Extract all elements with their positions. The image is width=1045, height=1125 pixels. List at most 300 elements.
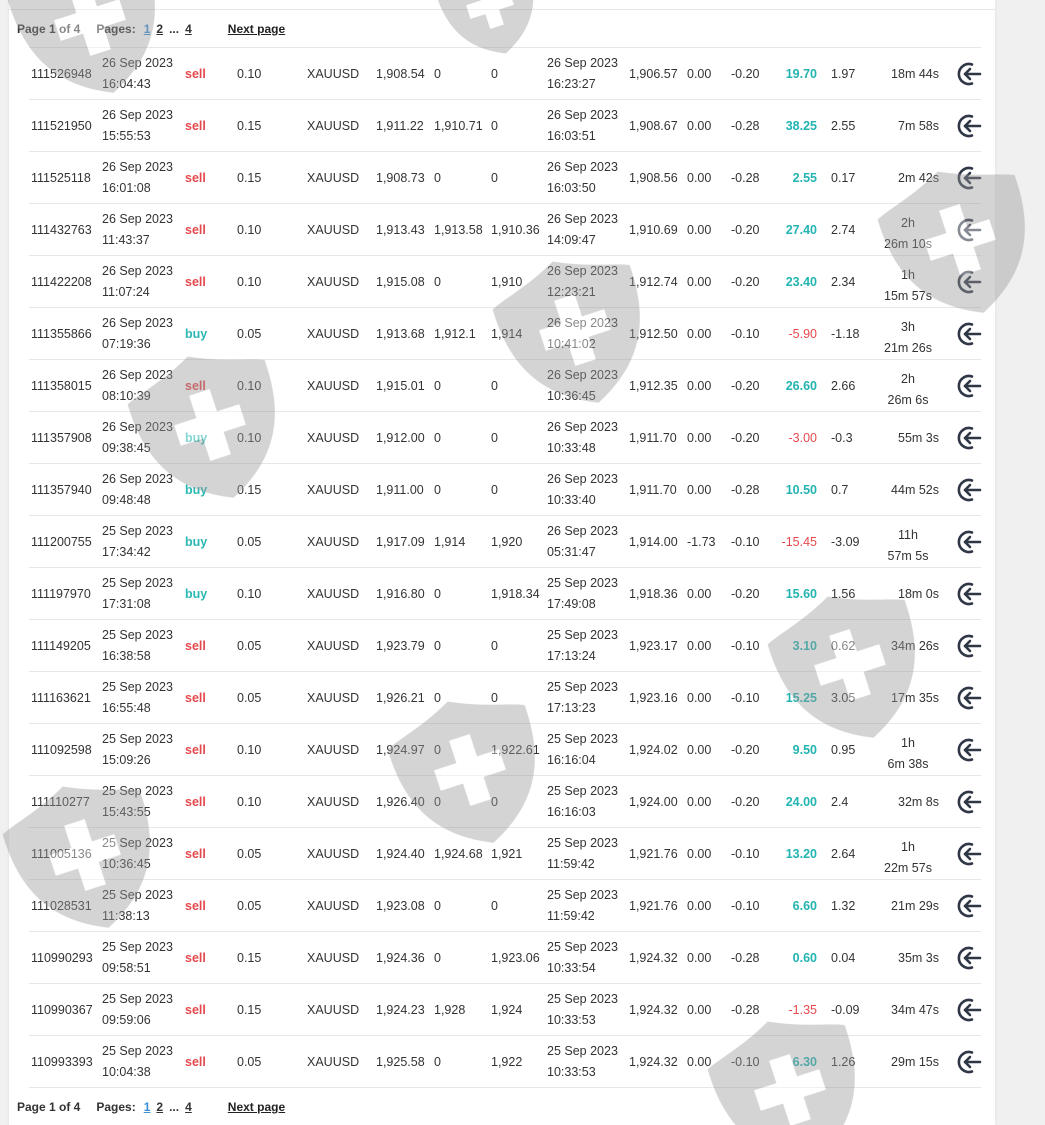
volume-cell [237, 412, 261, 463]
close-price: 1,910.69 [629, 222, 678, 237]
close-position-icon [955, 424, 983, 452]
commission: -0.28 [731, 118, 760, 133]
swap: 0.00 [687, 482, 712, 497]
stop-loss-cell [434, 412, 441, 463]
open-date: 26 Sep 2023 [102, 263, 173, 278]
close-position-button[interactable] [953, 100, 985, 151]
open-date: 25 Sep 2023 [102, 783, 173, 798]
table-row [29, 412, 981, 464]
close-position-icon [955, 892, 983, 920]
stop-loss: 0 [434, 274, 441, 289]
take-profit-cell [491, 412, 498, 463]
page-indicator: Page 1 of 4 [17, 22, 81, 36]
ticket-number: 111197970 [31, 586, 91, 601]
close-position-button[interactable] [953, 828, 985, 879]
swap-cell [687, 828, 711, 879]
close-position-button[interactable] [953, 256, 985, 307]
close-position-button[interactable] [953, 984, 985, 1035]
symbol-cell [307, 308, 359, 359]
duration-value: 7m 58s [898, 118, 939, 133]
ticket-number: 111200755 [31, 534, 92, 549]
close-price: 1,906.57 [629, 66, 678, 81]
stop-loss-cell [434, 464, 441, 515]
take-profit: 1,921 [491, 846, 523, 861]
close-price-cell [629, 464, 677, 515]
open-price: 1,924.23 [376, 1002, 425, 1017]
open-date: 25 Sep 2023 [102, 679, 173, 694]
trade-type-cell [185, 672, 206, 723]
pips-cell [831, 828, 855, 879]
open-price-cell [376, 828, 425, 879]
take-profit-cell [491, 464, 498, 515]
commission-cell [731, 152, 760, 203]
commission-cell [731, 568, 760, 619]
symbol-cell [307, 880, 359, 931]
trade-type-cell [185, 932, 206, 983]
open-price: 1,912.00 [376, 430, 425, 445]
take-profit-cell [491, 204, 540, 255]
close-time-cell [547, 308, 618, 359]
pips: 2.74 [831, 222, 856, 237]
pips: 2.34 [831, 274, 856, 289]
close-price-cell [629, 932, 678, 983]
duration-value: 2m 42s [898, 170, 939, 185]
profit: -15.45 [781, 534, 817, 549]
pips: -0.3 [831, 430, 853, 445]
take-profit: 1,922 [491, 1054, 523, 1069]
open-time: 16:38:58 [102, 648, 151, 663]
stop-loss-cell [434, 256, 441, 307]
open-time: 10:36:45 [102, 856, 151, 871]
close-price-cell [629, 516, 678, 567]
open-price-cell [376, 360, 425, 411]
stop-loss: 0 [434, 378, 441, 393]
open-price-cell [376, 880, 425, 931]
close-time: 11:59:42 [547, 908, 595, 923]
close-position-button[interactable] [953, 360, 985, 411]
volume: 0.15 [237, 170, 262, 185]
stop-loss: 0 [434, 430, 441, 445]
close-position-button[interactable] [953, 412, 985, 463]
symbol: XAUUSD [307, 794, 360, 809]
symbol-cell [307, 256, 359, 307]
close-position-icon [955, 372, 983, 400]
ticket-number: 111149205 [31, 638, 91, 653]
take-profit: 0 [491, 378, 498, 393]
close-position-button[interactable] [953, 568, 985, 619]
volume-cell [237, 776, 261, 827]
profit: 0.60 [792, 950, 817, 965]
close-price: 1,921.76 [629, 846, 678, 861]
open-date: 26 Sep 2023 [102, 471, 173, 486]
stop-loss: 1,914 [434, 534, 466, 549]
close-position-button[interactable] [953, 724, 985, 775]
close-time: 10:33:53 [547, 1064, 596, 1079]
page-link-2[interactable]: 2 [156, 22, 164, 36]
close-time-cell [547, 516, 618, 567]
trade-type-cell [185, 48, 206, 99]
stop-loss-cell [434, 620, 441, 671]
open-time-cell [102, 724, 173, 775]
volume-cell [237, 464, 261, 515]
pips-cell [831, 932, 855, 983]
symbol-cell [307, 1036, 359, 1087]
trade-type-cell [185, 256, 206, 307]
trade-type-cell [185, 204, 206, 255]
close-position-icon [955, 528, 983, 556]
open-date: 26 Sep 2023 [102, 367, 173, 382]
duration-rest: 57m 5s [887, 549, 929, 563]
close-position-button[interactable] [953, 620, 985, 671]
trade-type-cell [185, 724, 206, 775]
take-profit-cell [491, 1036, 522, 1087]
stop-loss-cell [434, 880, 441, 931]
ticket-cell [31, 360, 92, 411]
close-time-cell [547, 620, 618, 671]
open-price: 1,917.09 [376, 534, 425, 549]
commission-cell [731, 984, 760, 1035]
open-price-cell [376, 620, 425, 671]
close-time-cell [547, 100, 618, 151]
open-price-cell [376, 724, 425, 775]
swap: 0.00 [687, 794, 712, 809]
open-time: 15:09:26 [102, 752, 151, 767]
close-position-button[interactable] [953, 672, 985, 723]
take-profit: 1,918.34 [491, 586, 540, 601]
take-profit-cell [491, 568, 540, 619]
profit: 15.60 [785, 586, 817, 601]
trade-type-cell [185, 360, 206, 411]
close-time-cell [547, 48, 618, 99]
close-position-button[interactable] [953, 152, 985, 203]
swap: 0.00 [687, 690, 712, 705]
table-row [29, 360, 981, 412]
swap: 0.00 [687, 430, 712, 445]
take-profit-cell [491, 256, 522, 307]
page-link-2[interactable]: 2 [156, 1100, 164, 1114]
close-time-cell [547, 672, 618, 723]
open-price-cell [376, 412, 425, 463]
close-price: 1,924.32 [629, 950, 678, 965]
volume: 0.10 [237, 66, 262, 81]
duration-value: 34m 26s [891, 638, 939, 653]
close-position-icon [955, 476, 983, 504]
take-profit-cell [491, 48, 498, 99]
take-profit-cell [491, 308, 522, 359]
take-profit-cell [491, 724, 540, 775]
stop-loss-cell [434, 360, 441, 411]
open-date: 26 Sep 2023 [102, 315, 173, 330]
close-position-button[interactable] [953, 776, 985, 827]
close-price-cell [629, 776, 678, 827]
table-row [29, 152, 981, 204]
close-price: 1,918.36 [629, 586, 678, 601]
swap: 0.00 [687, 170, 712, 185]
swap: 0.00 [687, 274, 712, 289]
open-price: 1,924.97 [376, 742, 425, 757]
trade-type-cell [185, 776, 206, 827]
duration-cell [877, 1036, 939, 1087]
close-position-icon [955, 684, 983, 712]
close-position-button[interactable] [953, 1036, 985, 1087]
close-date: 25 Sep 2023 [547, 783, 618, 798]
symbol-cell [307, 360, 359, 411]
pips-cell [831, 204, 855, 255]
close-date: 26 Sep 2023 [547, 471, 618, 486]
take-profit: 0 [491, 898, 498, 913]
symbol: XAUUSD [307, 430, 360, 445]
stop-loss: 0 [434, 482, 441, 497]
take-profit-cell [491, 984, 522, 1035]
close-date: 26 Sep 2023 [547, 107, 618, 122]
take-profit: 1,910 [491, 274, 523, 289]
ticket-cell [31, 412, 92, 463]
commission: -0.28 [731, 950, 760, 965]
swap-cell [687, 48, 711, 99]
profit-cell [769, 984, 817, 1035]
profit: -5.90 [788, 326, 817, 341]
profit: 24.00 [785, 794, 817, 809]
close-price-cell [629, 308, 678, 359]
open-price: 1,908.54 [376, 66, 425, 81]
symbol-cell [307, 152, 359, 203]
symbol-cell [307, 412, 359, 463]
symbol: XAUUSD [307, 846, 360, 861]
close-price-cell [629, 672, 678, 723]
table-row [29, 308, 981, 360]
commission-cell [731, 672, 760, 723]
close-price: 1,914.00 [629, 534, 678, 549]
open-time: 09:58:51 [102, 960, 151, 975]
table-row [29, 256, 981, 308]
volume-cell [237, 1036, 261, 1087]
volume: 0.05 [237, 690, 262, 705]
open-date: 26 Sep 2023 [102, 211, 173, 226]
ticket-cell [31, 48, 92, 99]
open-price: 1,915.01 [376, 378, 425, 393]
ticket-number: 111526948 [31, 66, 92, 81]
ticket-cell [31, 568, 91, 619]
ticket-cell [31, 152, 91, 203]
profit-cell [769, 932, 817, 983]
close-position-button[interactable] [953, 464, 985, 515]
close-position-button[interactable] [953, 880, 985, 931]
symbol: XAUUSD [307, 222, 360, 237]
duration-cell [877, 672, 939, 723]
open-price: 1,913.68 [376, 326, 425, 341]
volume: 0.15 [237, 1002, 262, 1017]
close-position-button[interactable] [953, 932, 985, 983]
pagination-top [17, 19, 285, 39]
symbol: XAUUSD [307, 326, 360, 341]
take-profit-cell [491, 152, 498, 203]
close-time-cell [547, 464, 618, 515]
stop-loss-cell [434, 48, 441, 99]
profit-cell [769, 828, 817, 879]
take-profit: 1,922.61 [491, 742, 540, 757]
take-profit-cell [491, 100, 498, 151]
close-position-icon [955, 216, 983, 244]
swap-cell [687, 516, 716, 567]
top-divider [9, 9, 995, 10]
duration-cell [877, 256, 939, 307]
open-time: 17:31:08 [102, 596, 151, 611]
volume-cell [237, 984, 261, 1035]
close-position-icon [955, 788, 983, 816]
duration-cell [877, 152, 939, 203]
close-time: 10:33:40 [547, 492, 596, 507]
close-position-button[interactable] [953, 48, 985, 99]
volume: 0.10 [237, 742, 262, 757]
duration-cell [877, 360, 939, 411]
pips: 3.05 [831, 690, 856, 705]
take-profit: 1,920 [491, 534, 523, 549]
close-time-cell [547, 152, 618, 203]
close-time: 17:13:23 [547, 700, 596, 715]
take-profit: 0 [491, 66, 498, 81]
ticket-cell [31, 932, 93, 983]
stop-loss: 0 [434, 170, 441, 185]
close-price-cell [629, 828, 678, 879]
stop-loss-cell [434, 1036, 441, 1087]
page-link-1[interactable]: 1 [143, 22, 151, 36]
take-profit-cell [491, 620, 498, 671]
close-date: 26 Sep 2023 [547, 55, 618, 70]
page-link-4[interactable]: 4 [185, 22, 192, 36]
commission: -0.20 [731, 794, 760, 809]
volume-cell [237, 672, 261, 723]
commission: -0.28 [731, 170, 760, 185]
trade-type-cell [185, 880, 206, 931]
open-price: 1,923.79 [376, 638, 425, 653]
next-page-link[interactable]: Next page [227, 1100, 286, 1114]
close-time-cell [547, 412, 618, 463]
swap-cell [687, 152, 711, 203]
open-price: 1,924.40 [376, 846, 425, 861]
symbol-cell [307, 724, 359, 775]
duration-value: 55m 3s [898, 430, 939, 445]
close-price: 1,923.17 [629, 638, 678, 653]
ticket-cell [31, 620, 91, 671]
pages-ellipsis: ... [169, 22, 180, 36]
profit-cell [769, 256, 817, 307]
page-link-1[interactable]: 1 [143, 1100, 151, 1114]
close-date: 25 Sep 2023 [547, 939, 618, 954]
commission-cell [731, 880, 760, 931]
duration-rest: 15m 57s [884, 289, 932, 303]
trade-type: sell [185, 1002, 206, 1017]
close-position-button[interactable] [953, 516, 985, 567]
ticket-number: 111358015 [31, 378, 92, 393]
stop-loss: 1,910.71 [434, 118, 483, 133]
close-price-cell [629, 412, 677, 463]
stop-loss: 0 [434, 742, 441, 757]
pips: 2.55 [831, 118, 856, 133]
open-time: 08:10:39 [102, 388, 151, 403]
swap-cell [687, 308, 711, 359]
open-date: 26 Sep 2023 [102, 159, 173, 174]
profit-cell [769, 620, 817, 671]
volume-cell [237, 932, 261, 983]
trade-type-cell [185, 100, 206, 151]
close-position-button[interactable] [953, 308, 985, 359]
swap-cell [687, 464, 711, 515]
table-row [29, 100, 981, 152]
stop-loss-cell [434, 724, 441, 775]
open-time-cell [102, 1036, 173, 1087]
volume: 0.10 [237, 430, 262, 445]
pips: -0.09 [831, 1002, 860, 1017]
commission: -0.10 [731, 534, 760, 549]
ticket-cell [31, 100, 92, 151]
duration-value: 18m 0s [898, 586, 939, 601]
open-time: 11:38:13 [102, 908, 150, 923]
close-price: 1,923.16 [629, 690, 678, 705]
close-date: 25 Sep 2023 [547, 679, 618, 694]
ticket-number: 111432763 [31, 222, 92, 237]
close-time-cell [547, 1036, 618, 1087]
stop-loss-cell [434, 516, 465, 567]
table-row [29, 932, 981, 984]
close-position-icon [955, 268, 983, 296]
page-link-4[interactable]: 4 [185, 1100, 192, 1114]
commission: -0.10 [731, 326, 760, 341]
ticket-number: 111355866 [31, 326, 92, 341]
stop-loss-cell [434, 204, 483, 255]
close-time: 10:33:54 [547, 960, 596, 975]
stop-loss-cell [434, 828, 483, 879]
open-time: 15:43:55 [102, 804, 151, 819]
commission-cell [731, 464, 760, 515]
ticket-number: 111110277 [31, 794, 90, 809]
swap-cell [687, 412, 711, 463]
trade-type: sell [185, 950, 206, 965]
pips: 0.95 [831, 742, 856, 757]
open-time: 15:55:53 [102, 128, 151, 143]
close-time: 10:41:02 [547, 336, 596, 351]
ticket-number: 110990293 [31, 950, 93, 965]
pips-cell [831, 724, 855, 775]
table-row [29, 984, 981, 1036]
trade-type: sell [185, 118, 206, 133]
close-price-cell [629, 568, 678, 619]
open-date: 25 Sep 2023 [102, 627, 173, 642]
symbol: XAUUSD [307, 638, 360, 653]
ticket-number: 111357908 [31, 430, 92, 445]
close-time: 10:36:45 [547, 388, 596, 403]
open-price: 1,916.80 [376, 586, 425, 601]
close-position-button[interactable] [953, 204, 985, 255]
close-date: 26 Sep 2023 [547, 523, 618, 538]
next-page-link[interactable]: Next page [227, 22, 286, 36]
take-profit: 0 [491, 690, 498, 705]
duration-cell [877, 880, 939, 931]
ticket-number: 110993393 [31, 1054, 93, 1069]
open-price-cell [376, 256, 425, 307]
close-time: 16:23:27 [547, 76, 596, 91]
swap-cell [687, 256, 711, 307]
open-price: 1,924.36 [376, 950, 425, 965]
close-time-cell [547, 828, 618, 879]
take-profit-cell [491, 828, 522, 879]
volume-cell [237, 724, 261, 775]
close-price: 1,924.02 [629, 742, 678, 757]
close-time-cell [547, 360, 618, 411]
pips: 2.66 [831, 378, 856, 393]
open-time-cell [102, 48, 173, 99]
swap-cell [687, 620, 711, 671]
ticket-cell [31, 1036, 93, 1087]
